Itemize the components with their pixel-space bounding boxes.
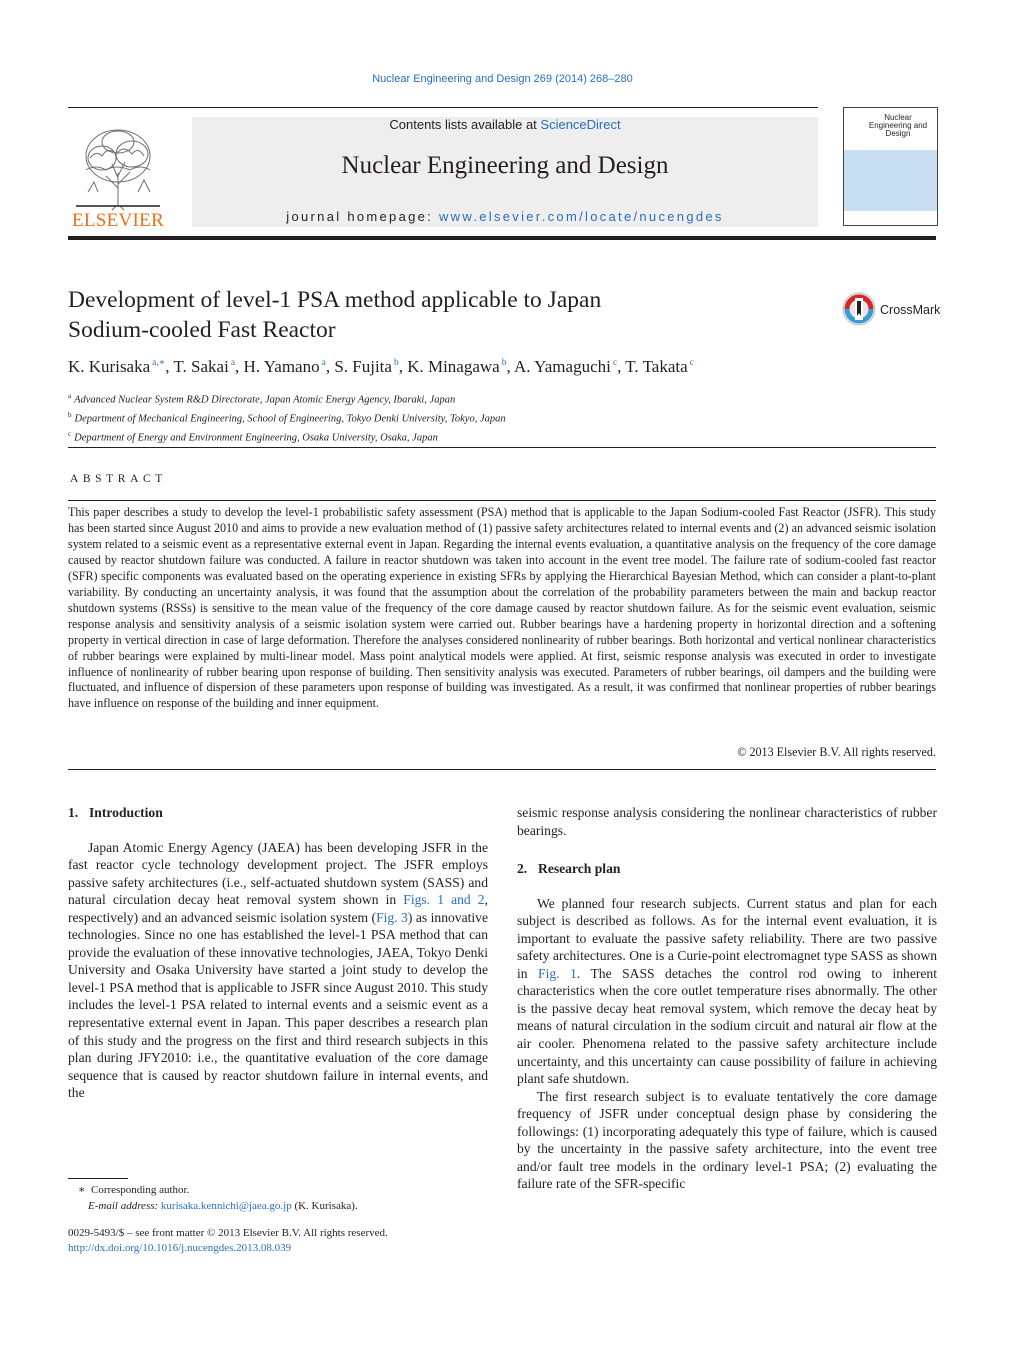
corresponding-author-footnote [68, 1182, 488, 1214]
contents-available-line [192, 117, 818, 132]
paragraph [517, 895, 937, 1088]
author-name[interactable]: K. Minagawa [407, 357, 500, 376]
section-number: 1. [68, 805, 79, 820]
author-separator: , [165, 357, 174, 376]
author [407, 357, 514, 376]
author-list [68, 357, 928, 377]
footnote-rule [68, 1178, 128, 1179]
affiliation-text: Department of Mechanical Engineering, School of Engineering, Tokyo Denki University, Tokyo, Japan [74, 413, 506, 425]
homepage-prefix: journal homepage: [286, 209, 439, 224]
journal-citation-link[interactable]: Nuclear Engineering and Design 269 (2014) 268–280 [372, 73, 633, 85]
header-top-rule [68, 107, 818, 108]
affiliation-c [68, 427, 928, 446]
author-separator: , [506, 357, 515, 376]
body-column-left [68, 804, 488, 1102]
affiliation-mark: c [68, 430, 72, 438]
author-affiliation-mark[interactable]: b [393, 358, 399, 368]
author [514, 357, 625, 376]
author-affiliation-mark[interactable]: c [689, 358, 694, 368]
email-label: E-mail address: [88, 1200, 159, 1212]
author-separator: , [235, 357, 244, 376]
journal-name: Nuclear Engineering and Design [341, 152, 669, 179]
abstract-text: This paper describes a study to develop the level-1 probabilistic safety assessment (PSA) method that is applicable to the Japan Sodium-cooled Fast Reactor (JSFR). This study has been started since August 2010 and aims to provide a new evaluation method of (1) passive safety architectures related to internal events and (2) an advanced seismic isolation system related to a seismic event as a representative external event in Japan. Regarding the internal events evaluation, a quantitative analysis on the frequency of the core damage caused by reactor shutdown failure was conducted. A failure in reactor shutdown was taken into account in the event tree model. The failure rate of sodium-cooled fast reactor (SFR) specific components was evaluated based on the operating experience in existing SFRs by applying the Hierarchical Bayesian Method, which can consider a plant-to-plant variability. By conducting an uncertainty analysis, it was found that the assumption about the correlation of the probability parameters between the main and backup reactor shutdown systems (RSSs) is sensitive to the mean value of the frequency of the core damage caused by reactor shutdown failure. As for the seismic event evaluation, seismic response analysis and sensitivity analysis of a seismic isolation system were carried out. Rubber bearings have a hardening property in horizontal direction and a softening property in vertical direction in case of large deformation. Therefore the analyses considered nonlinearity of rubber bearings. Both horizontal and vertical nonlinear characteristics of rubber bearings were explained by multi-linear model. Mass point analytical models were applied. At first, seismic response analysis was executed in order to investigate influence of nonlinearity of rubber bearing upon response of building. Then sensitivity analysis was executed. Parameters of rubber bearings, oil dampers and the building were fluctuated, and influence of dispersion of these parameters upon response of building was investigated. As a result, it was confirmed that nonlinear properties of rubber bearings have influence on response of the building and inner equipment. [68, 505, 936, 711]
corresponding-line [68, 1182, 488, 1198]
front-matter-note [68, 1226, 488, 1256]
author-affiliation-mark[interactable]: a,∗ [152, 358, 166, 368]
elsevier-wordmark: ELSEVIER [71, 210, 165, 230]
crossmark-icon [843, 293, 875, 325]
journal-cover-thumbnail [843, 107, 938, 226]
paragraph-text: . The SASS detaches the control rod owing to inherent characteristics when the core outlet temperature rises abnormally. The other is the passive decay heat removal system, which remove the decay heat by means of natural circulation in the sodium circuit and natural air flow at the air cooler. Phenomena related to the passive safety architecture include uncertainty, and this uncertainty can cause possibility of failure in achieving plant safe shutdown. [517, 965, 937, 1087]
elsevier-tree-icon [76, 130, 160, 210]
section-heading-introduction [68, 804, 488, 822]
abstract-rule [68, 500, 936, 501]
header-bottom-rule [68, 236, 936, 240]
email-line [68, 1198, 488, 1214]
affiliation-rule [68, 447, 936, 448]
author-separator: , [325, 357, 335, 376]
author-name[interactable]: H. Yamano [243, 357, 320, 376]
sciencedirect-link[interactable]: ScienceDirect [540, 117, 621, 132]
paragraph-text: ) as innovative technologies. Since no one has established the level-1 PSA method that can provide the evaluation of these innovative technologies, JAEA, Tokyo Denki University and Osaka University have started a joint study to develop the level-1 PSA method that is applicable to JSFR since August 2010. This study includes the level-1 PSA related to internal events and a seismic event as a representative external event in Japan. This paper describes a research plan of this study and the progress on the first and third research subjects in this plan during JFY2010: i.e., the quantitative evaluation of the core damage sequence that is caused by reactor shutdown failure in internal events, and the [68, 909, 489, 1101]
article-title [68, 285, 808, 345]
author-name[interactable]: T. Sakai [173, 357, 229, 376]
author [625, 357, 694, 376]
abstract-heading: ABSTRACT [70, 473, 167, 485]
affiliation-mark: b [68, 411, 72, 419]
crossmark-button[interactable] [842, 292, 942, 326]
section-title: Research plan [538, 861, 621, 877]
author-name[interactable]: T. Takata [625, 357, 688, 376]
footnote-mark: ∗ [78, 1184, 86, 1196]
paragraph [68, 839, 488, 1102]
author-affiliation-mark[interactable]: a [230, 358, 236, 368]
affiliation-list [68, 389, 928, 446]
abstract-bottom-rule [68, 769, 936, 770]
journal-homepage-line [192, 209, 818, 224]
paragraph-text: , respectively) and an advanced seismic isolation system ( [68, 892, 488, 925]
footnote-text: Corresponding author. [90, 1184, 190, 1196]
abstract-copyright: © 2013 Elsevier B.V. All rights reserved. [737, 745, 936, 759]
author [173, 357, 243, 376]
body-column-right [517, 804, 937, 1193]
author-affiliation-mark[interactable]: b [501, 358, 507, 368]
paragraph-text: Japan Atomic Energy Agency (JAEA) has been developing JSFR in the fast reactor cycle technology development project. The JSFR employs passive safety architectures (i.e., self-actuated shutdown system (SASS) and natural circulation decay heat removal system shown in [68, 839, 488, 908]
author-affiliation-mark[interactable]: c [612, 358, 618, 368]
affiliation-text: Advanced Nuclear System R&D Directorate, Japan Atomic Energy Agency, Ibaraki, Japan [74, 394, 456, 406]
section-heading-research-plan [517, 860, 937, 878]
author-name[interactable]: S. Fujita [334, 357, 392, 376]
author-name[interactable]: A. Yamaguchi [514, 357, 611, 376]
section-title: Introduction [89, 805, 163, 820]
paragraph-continued: seismic response analysis considering the nonlinear characteristics of rubber bearings. [517, 805, 937, 838]
doi-link[interactable]: http://dx.doi.org/10.1016/j.nucengdes.2013.08.039 [68, 1242, 292, 1254]
figure-reference-link[interactable]: Fig. 1 [538, 965, 577, 981]
paragraph: The first research subject is to evaluate tentatively the core damage frequency of JSFR under conceptual design phase by considering the followings: (1) incorporating adequately this type of failure, which is caused by the uncertainty in the passive safety architecture, into the event tree and/or fault tree models in the ordinary level-1 PSA; (2) evaluating the failure rate of the SFR-specific [517, 1088, 937, 1192]
author-separator: , [398, 357, 408, 376]
cover-color-band [844, 150, 937, 211]
cover-title: Nuclear Engineering and Design [868, 113, 928, 138]
figure-reference-link[interactable]: Fig. 3 [376, 909, 408, 925]
author-name[interactable]: K. Kurisaka [68, 357, 151, 376]
affiliation-b [68, 408, 928, 427]
elsevier-logo [68, 118, 168, 230]
paragraph-text: We planned four research subjects. Current status and plan for each subject is described as follows. As for the internal event evaluation, it is important to evaluate the passive safety reliability. There are two passive safety architectures. One is a Curie-point electromagnet type SASS as shown in [517, 895, 937, 981]
author [244, 357, 335, 376]
article-title-line1: Development of level-1 PSA method applicable to Japan [68, 287, 602, 313]
affiliation-a [68, 389, 928, 408]
author-separator: , [617, 357, 626, 376]
author [334, 357, 407, 376]
email-owner: (K. Kurisaka). [294, 1200, 358, 1212]
author-affiliation-mark[interactable]: a [321, 358, 326, 368]
homepage-link[interactable]: www.elsevier.com/locate/nucengdes [438, 209, 724, 224]
issn-line: 0029-5493/$ – see front matter © 2013 Elsevier B.V. All rights reserved. [68, 1227, 388, 1239]
crossmark-label: CrossMark [880, 303, 941, 317]
contents-prefix: Contents lists available at [389, 117, 541, 132]
article-title-line2: Sodium-cooled Fast Reactor [68, 317, 336, 343]
section-number: 2. [517, 861, 528, 877]
email-link[interactable]: kurisaka.kennichi@jaea.go.jp [160, 1200, 292, 1212]
affiliation-mark: a [68, 392, 72, 400]
figure-reference-link[interactable]: Figs. 1 and 2 [403, 892, 485, 908]
affiliation-text: Department of Energy and Environment Engineering, Osaka University, Osaka, Japan [74, 432, 438, 444]
author [68, 357, 173, 376]
